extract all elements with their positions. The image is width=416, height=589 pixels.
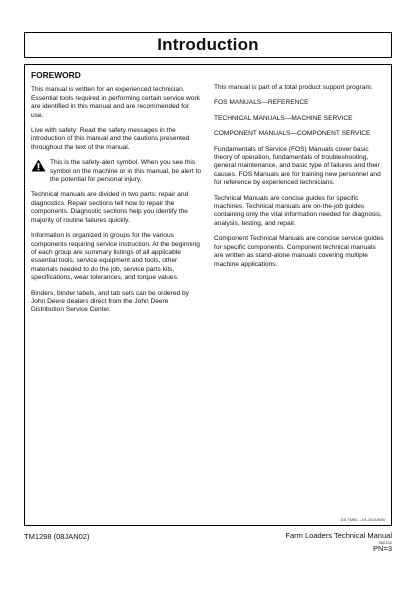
title-box: [24, 32, 392, 58]
paragraph: Live with safety: Read the safety messages in the introduction of this manual and the cautions presented throughout the text of the manual.: [31, 127, 190, 151]
left-column: [31, 71, 203, 322]
page-title: Introduction: [157, 35, 259, 54]
safety-alert-icon: [31, 159, 46, 172]
manual-type: COMPONENT MANUALS—COMPONENT SERVICE: [214, 130, 371, 138]
paragraph: Technical Manuals are concise guides for specific machines. Technical manuals are on-the-job guides containing only the vital information needed for diagnosis, analysis, testing, and repair.: [214, 194, 382, 227]
safety-alert-text: This is the safety-alert symbol. When you see this symbol on the machine or in this manual, be alert to the potential for personal injury.: [50, 159, 202, 184]
paragraph: Information is organized in groups for the various components requiring service instruction. At the beginning of each group are summary listings of all applicable essential tools, service equipment and tools, other materials needed to do the job, service parts kits, specifications, wear tolerances, and torque values.: [31, 232, 200, 282]
footer-code: 060102: [378, 540, 392, 545]
paragraph: This manual is part of a total product support program.: [214, 84, 373, 91]
paragraph: Fundamentals of Service (FOS) Manuals cover basic theory of operation, fundamentals of troubleshooting, general maintenance, and basic type of failures and their causes. FOS Manuals are for training new personnel and for reference by experienced technicians.: [214, 145, 381, 187]
paragraph: Technical manuals are divided in two parts: repair and diagnostics. Repair sections tell how to repair the components. Diagnostic sections help you identify the majority of routine failures quickly.: [31, 191, 189, 224]
footer-right: [285, 532, 392, 553]
footer-manual-id: TM1298 (08JAN02): [24, 532, 90, 541]
safety-alert: [31, 159, 203, 184]
right-column: [214, 84, 386, 276]
page-number: PN=3: [373, 544, 392, 553]
document-code: DX,TM8C –19–04JUN90: [340, 517, 385, 522]
paragraph: Component Technical Manuals are concise service guides for specific components. Component technical manuals are written as stand-alone manuals covering multiple machine applications.: [214, 235, 384, 268]
content-box: [24, 64, 392, 526]
manual-type: TECHNICAL MANUALS—MACHINE SERVICE: [214, 114, 353, 122]
manual-type: FOS MANUALS—REFERENCE: [214, 99, 309, 107]
paragraph: This manual is written for an experienced technician. Essential tools required in performing certain service work are identified in this manual and are recommended for use.: [31, 86, 200, 119]
footer-manual-title: Farm Loaders Technical Manual: [285, 531, 392, 540]
paragraph: Binders, binder labels, and tab sets can be ordered by John Deere dealers direct from the John Deere Distribution Service Center.: [31, 289, 189, 314]
section-heading: FOREWORD: [31, 70, 81, 80]
